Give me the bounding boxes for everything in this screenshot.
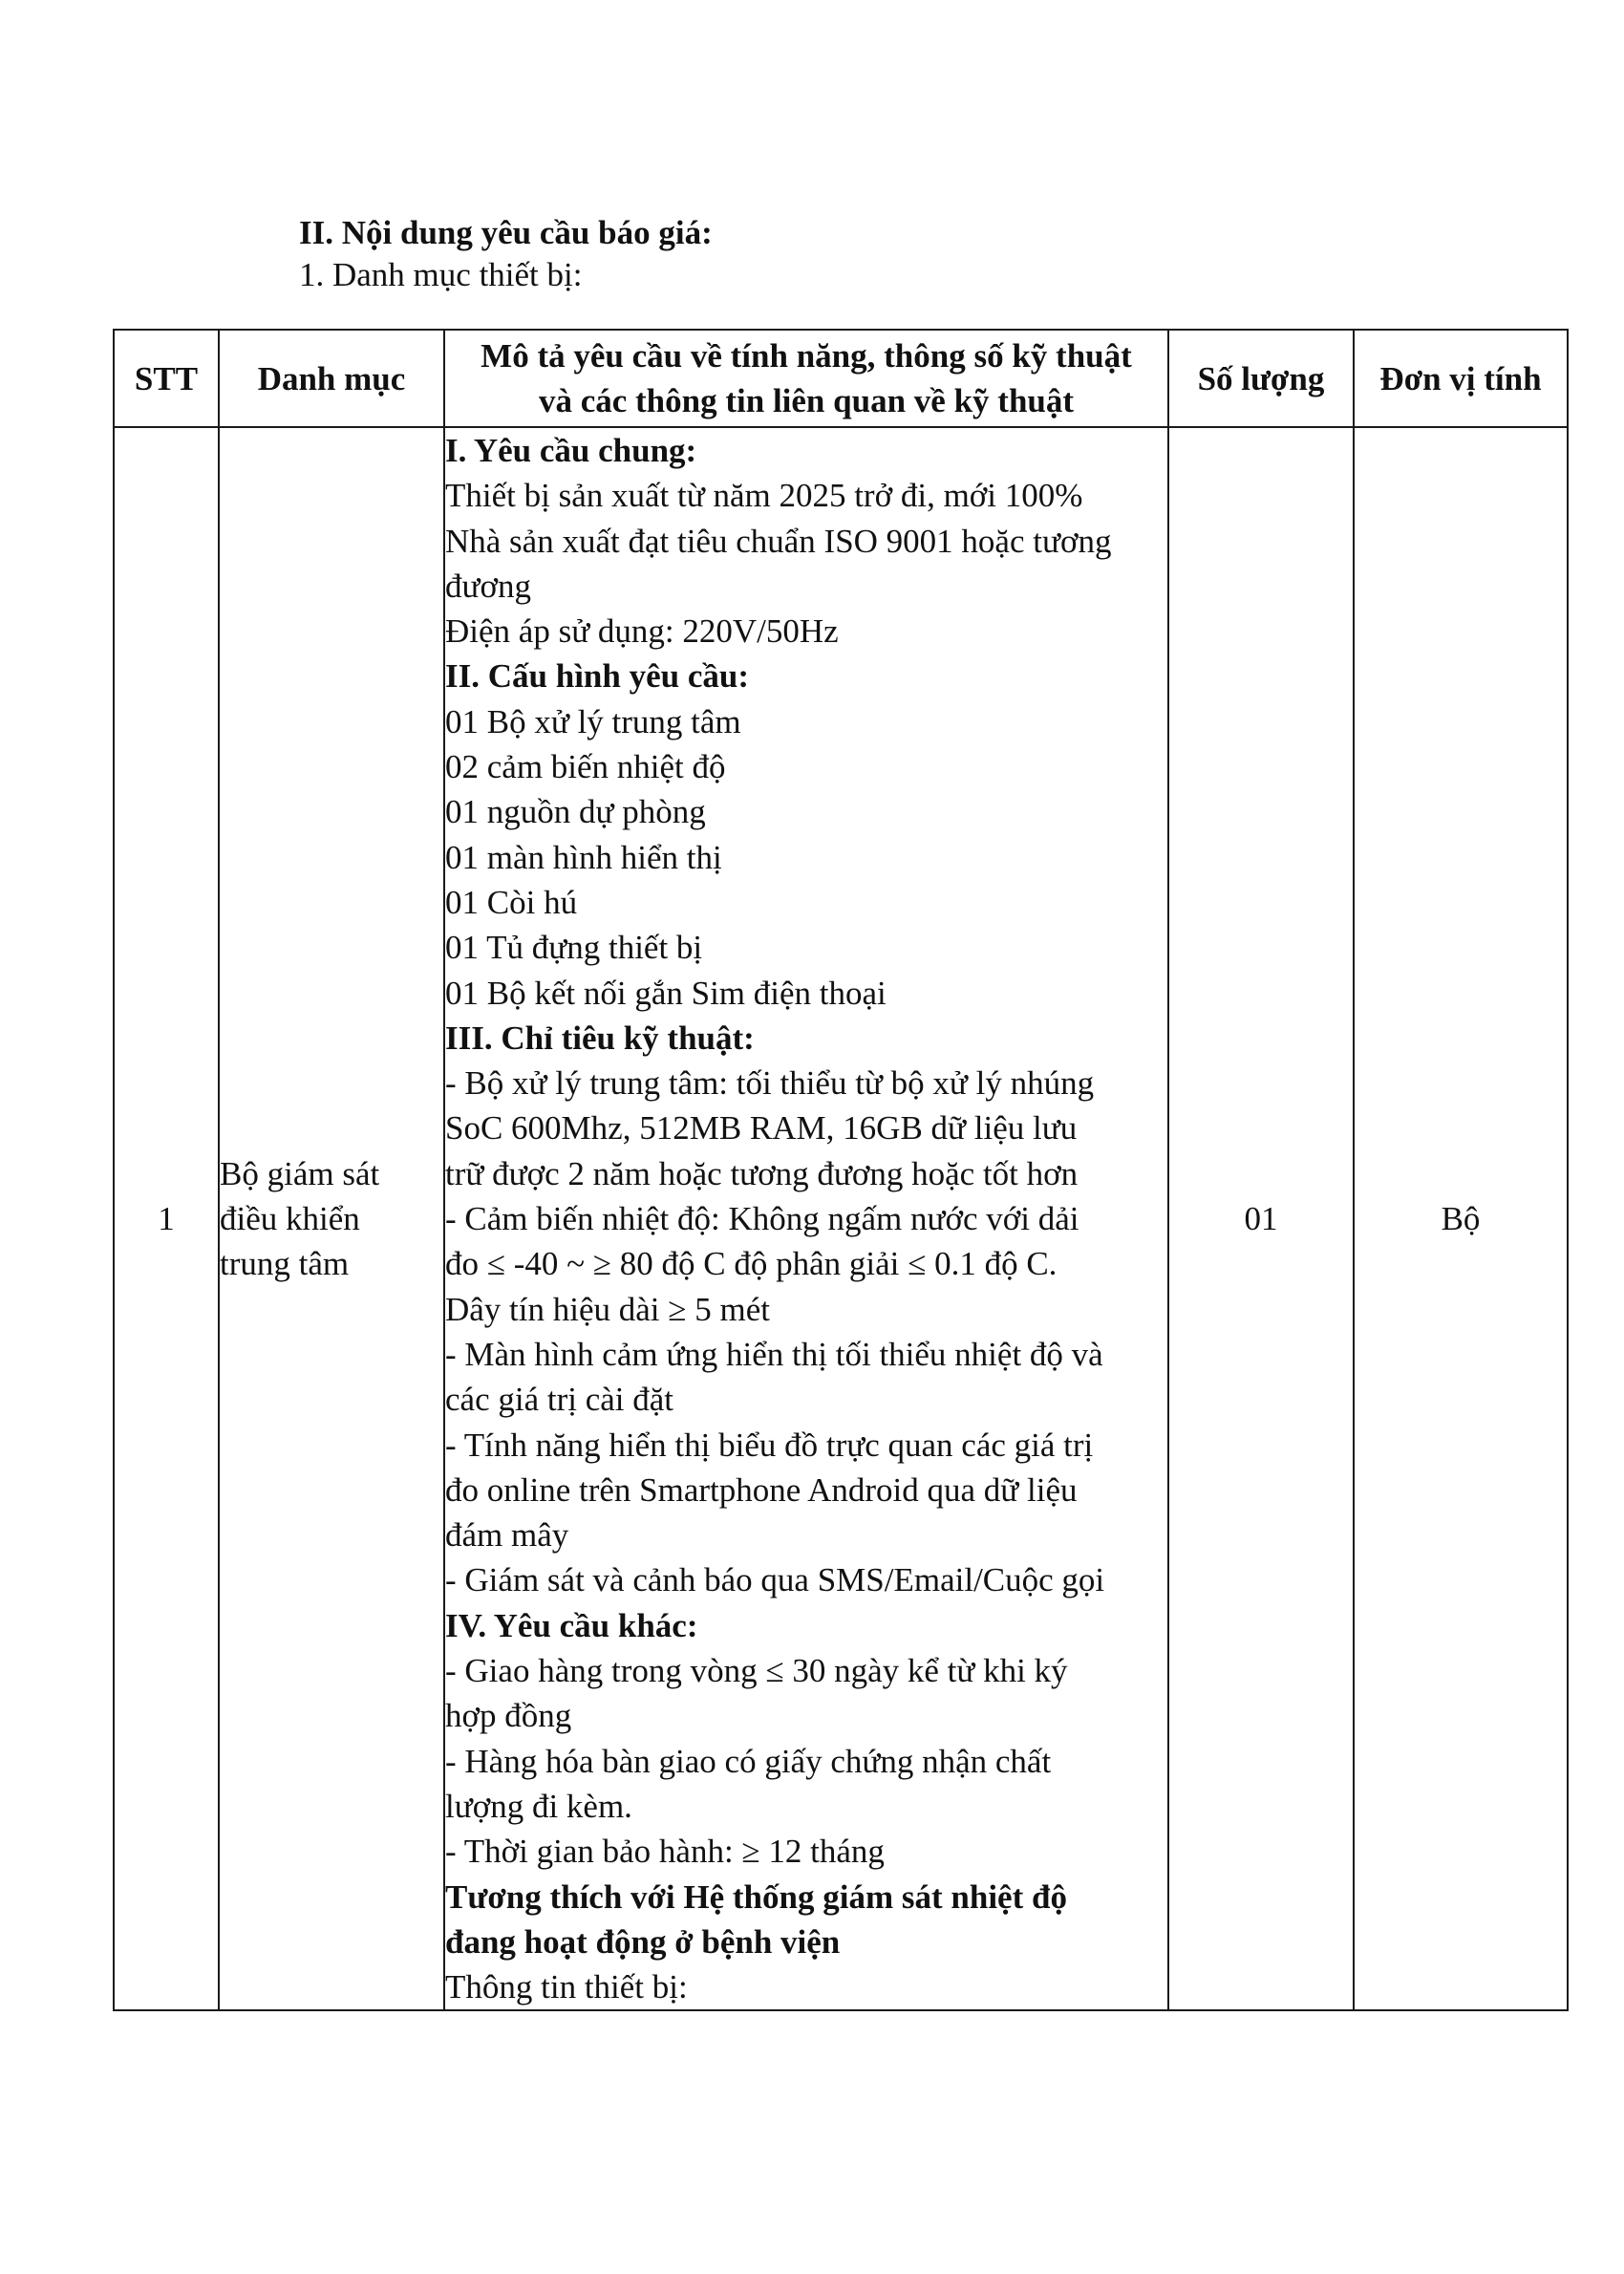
description-line: 01 Tủ đựng thiết bị (445, 929, 703, 967)
description-line: - Giao hàng trong vòng ≤ 30 ngày kể từ khi ký (445, 1652, 1068, 1690)
header-stt: STT (114, 330, 219, 427)
cell-category (219, 427, 444, 2010)
description-line: Thiết bị sản xuất từ năm 2025 trở đi, mới 100% (445, 477, 1083, 515)
description-line: đám mây (445, 1516, 569, 1555)
description-line: lượng đi kèm. (445, 1787, 632, 1825)
cell-stt: 1 (114, 427, 219, 2010)
description-line: Điện áp sử dụng: 220V/50Hz (445, 612, 839, 651)
description-line: đương (445, 567, 531, 605)
category-line: trung tâm (220, 1245, 350, 1283)
description-line: đo ≤ -40 ~ ≥ 80 độ C độ phân giải ≤ 0.1 độ C. (445, 1245, 1058, 1283)
table-header-row (114, 330, 1568, 427)
description-line: - Thời gian bảo hành: ≥ 12 tháng (445, 1833, 885, 1871)
table-row (114, 427, 1568, 2010)
category-line: điều khiển (220, 1200, 360, 1238)
header-quantity: Số lượng (1168, 330, 1354, 427)
equipment-table (113, 329, 1569, 2011)
description-line: 01 nguồn dự phòng (445, 793, 706, 831)
description-line: trữ được 2 năm hoặc tương đương hoặc tốt hơn (445, 1154, 1079, 1192)
header-description-line: Mô tả yêu cầu về tính năng, thông số kỹ thuật (481, 337, 1132, 375)
description-line: - Giám sát và cảnh báo qua SMS/Email/Cuộc gọi (445, 1561, 1105, 1599)
cell-description (444, 427, 1168, 2010)
header-unit: Đơn vị tính (1354, 330, 1568, 427)
description-line: Thông tin thiết bị: (445, 1968, 688, 2006)
description-line: SoC 600Mhz, 512MB RAM, 16GB dữ liệu lưu (445, 1109, 1078, 1148)
description-line: Nhà sản xuất đạt tiêu chuẩn ISO 9001 hoặc tương (445, 522, 1112, 560)
header-description-line: và các thông tin liên quan về kỹ thuật (538, 382, 1075, 419)
description-line: Dây tín hiệu dài ≥ 5 mét (445, 1290, 770, 1328)
cell-unit: Bộ (1354, 427, 1568, 2010)
header-description (444, 330, 1168, 427)
cell-quantity: 01 (1168, 427, 1354, 2010)
description-line: 02 cảm biến nhiệt độ (445, 748, 726, 786)
description-line: 01 Còi hú (445, 883, 578, 921)
header-category: Danh mục (219, 330, 444, 427)
section-subheading: 1. Danh mục thiết bị: (299, 256, 583, 293)
description-section-heading: IV. Yêu cầu khác: (445, 1606, 698, 1644)
description-section-heading: I. Yêu cầu chung: (445, 432, 697, 469)
description-section-heading: III. Chỉ tiêu kỹ thuật: (445, 1019, 755, 1057)
description-section-heading: Tương thích với Hệ thống giám sát nhiệt độ (445, 1877, 1067, 1916)
description-line: các giá trị cài đặt (445, 1381, 674, 1419)
category-line: Bộ giám sát (220, 1155, 380, 1193)
description-line: - Bộ xử lý trung tâm: tối thiểu từ bộ xử lý nhúng (445, 1064, 1095, 1103)
description-line: đo online trên Smartphone Android qua dữ liệu (445, 1470, 1078, 1509)
section-heading: II. Nội dung yêu cầu báo giá: (299, 214, 713, 251)
description-line: - Màn hình cảm ứng hiển thị tối thiểu nhiệt độ và (445, 1335, 1103, 1373)
description-line: 01 Bộ kết nối gắn Sim điện thoại (445, 974, 887, 1012)
description-line: 01 Bộ xử lý trung tâm (445, 702, 741, 740)
description-line: - Cảm biến nhiệt độ: Không ngấm nước với dải (445, 1200, 1079, 1238)
description-line: hợp đồng (445, 1697, 572, 1735)
description-line: - Tính năng hiển thị biểu đồ trực quan các giá trị (445, 1426, 1094, 1464)
description-section-heading: II. Cấu hình yêu cầu: (445, 657, 750, 696)
description-section-heading: đang hoạt động ở bệnh viện (445, 1922, 841, 1961)
description-line: - Hàng hóa bàn giao có giấy chứng nhận chất (445, 1742, 1052, 1780)
description-line: 01 màn hình hiển thị (445, 838, 722, 876)
